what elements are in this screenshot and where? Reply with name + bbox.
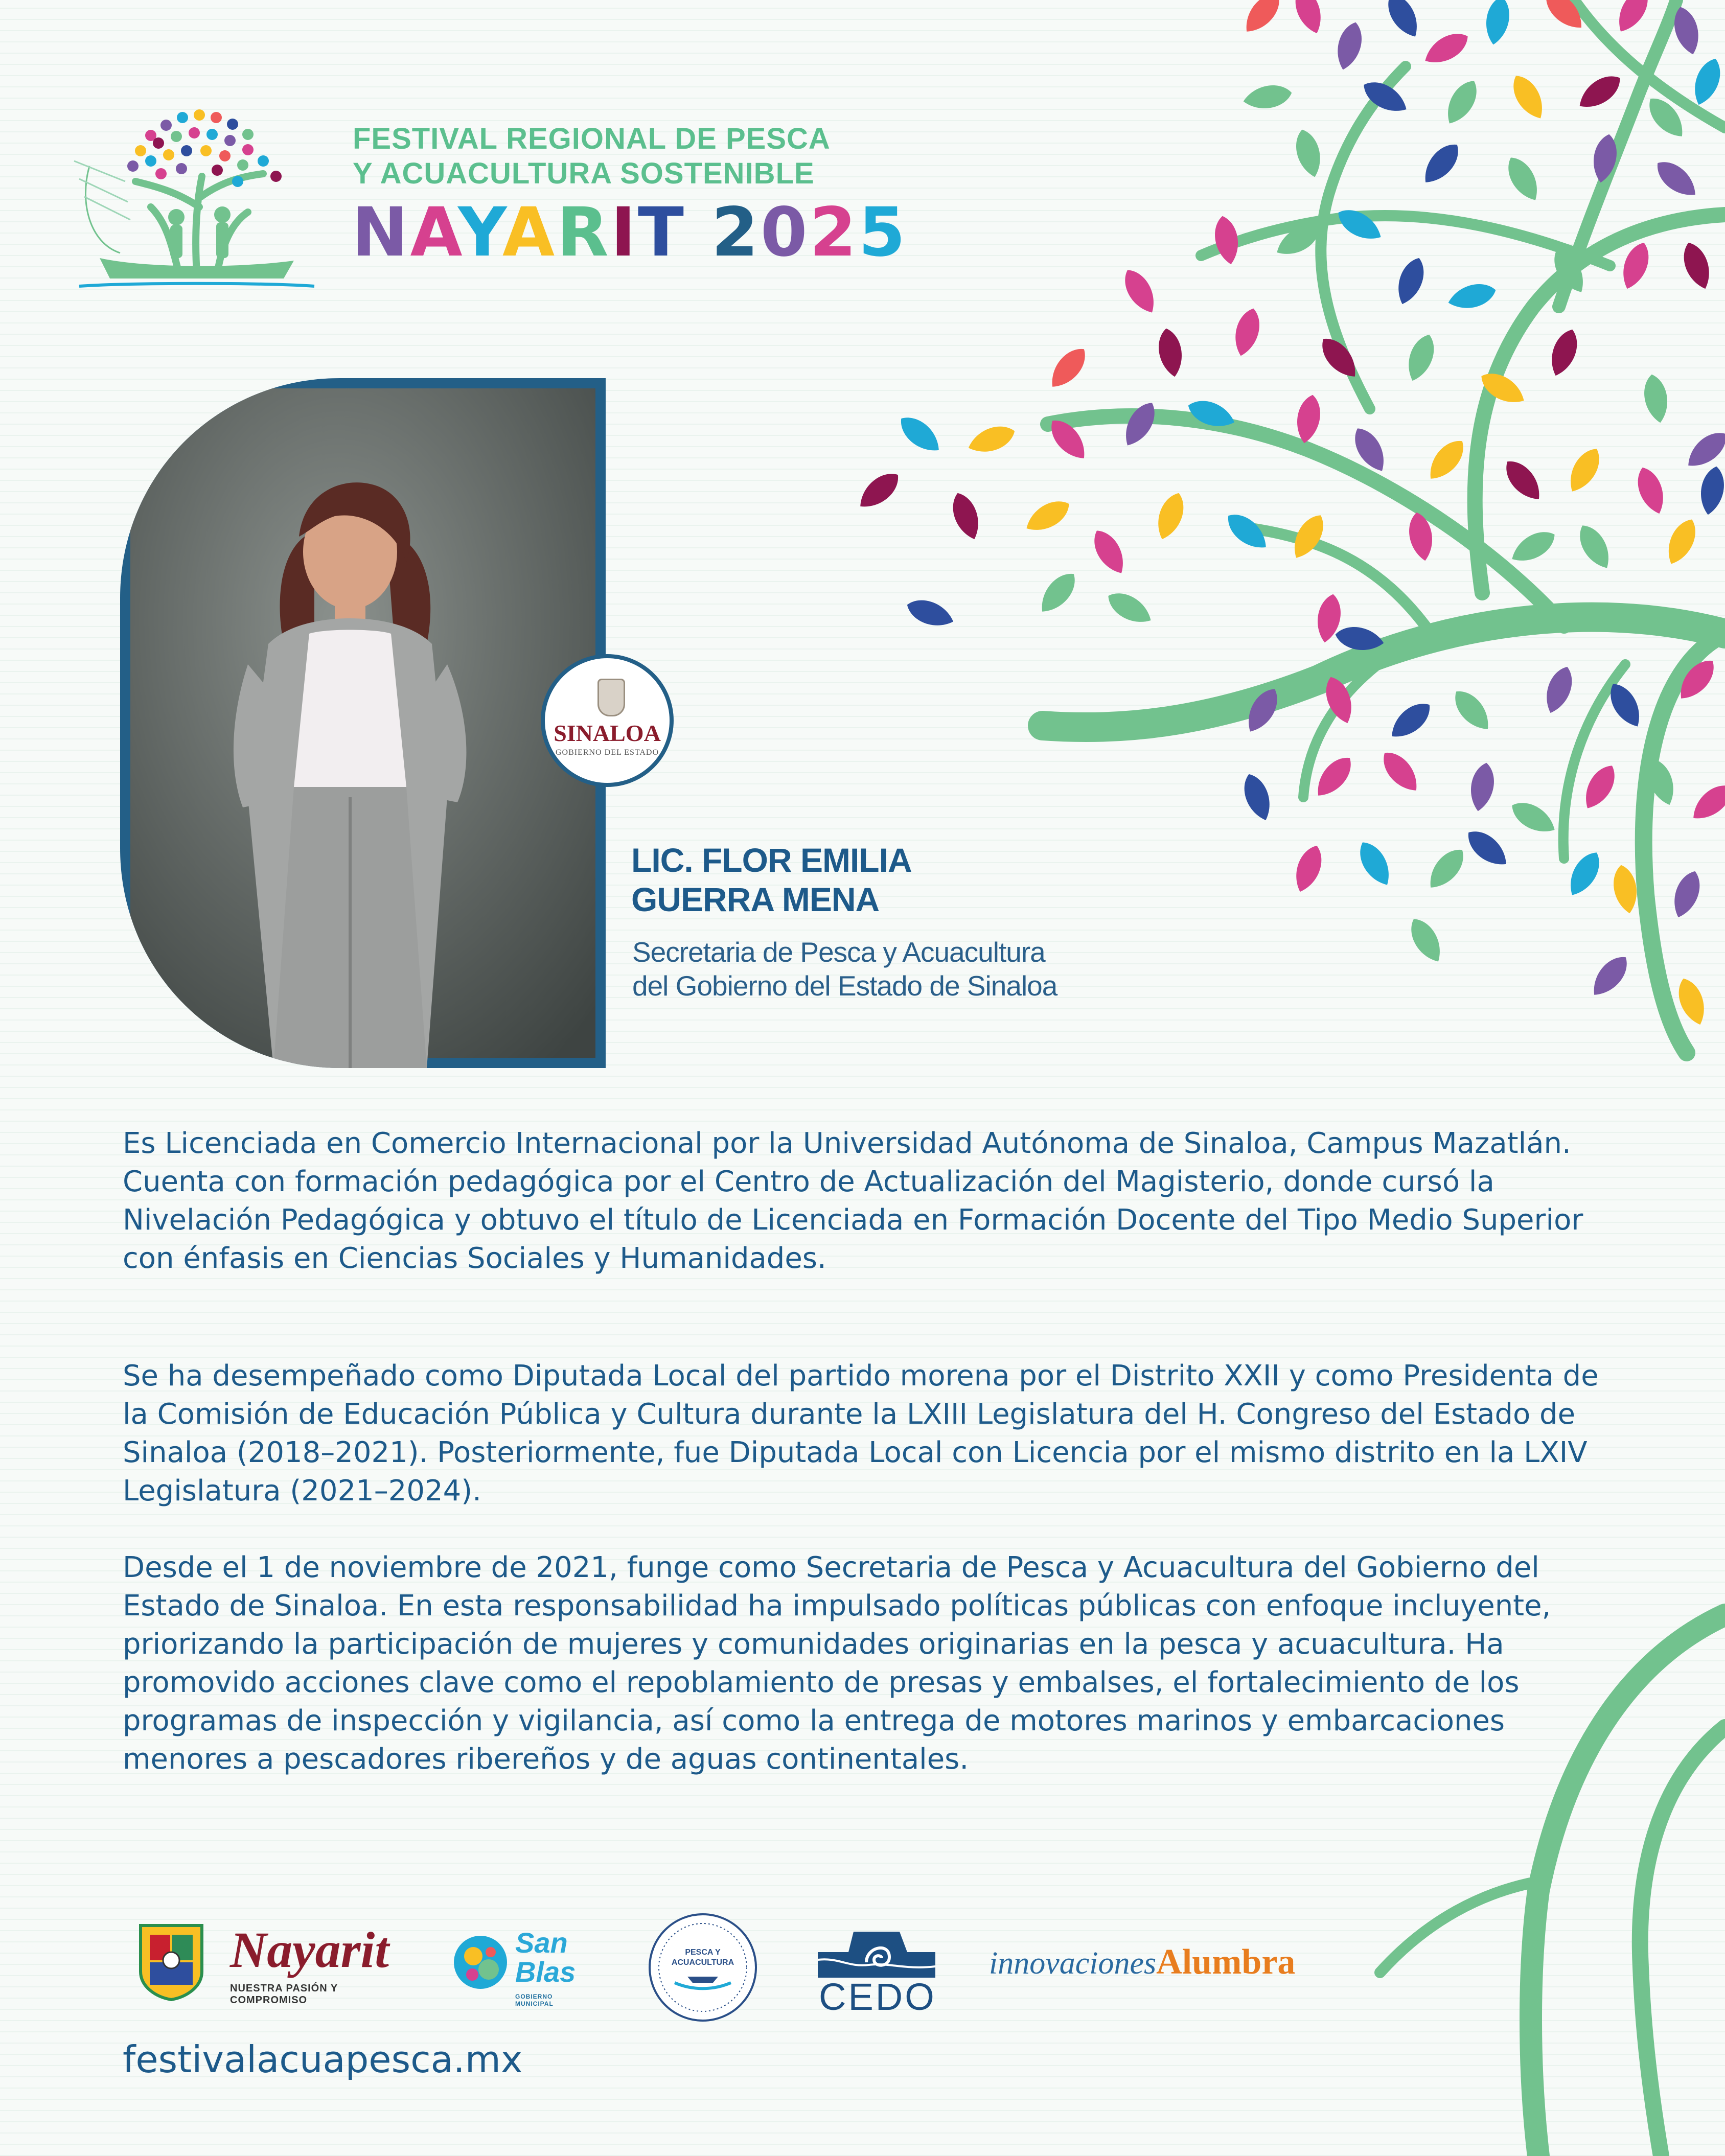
sanblas-line1: San xyxy=(515,1927,568,1959)
sinaloa-coat-of-arms-icon xyxy=(597,679,625,716)
pesca-seal-line1: PESCA Y xyxy=(685,1948,721,1957)
innovaciones-text: innovaciones xyxy=(989,1946,1157,1981)
festival-title-line2: Y ACUACULTURA SOSTENIBLE xyxy=(353,157,815,190)
sinaloa-badge-subtitle: GOBIERNO DEL ESTADO xyxy=(556,748,659,757)
event-name xyxy=(352,193,908,272)
sanblas-emblem-icon xyxy=(450,1932,511,1993)
alumbra-text: Alumbra xyxy=(1156,1942,1296,1982)
nayarit-government-logo xyxy=(130,1911,396,2034)
speaker-name-line1: LIC. FLOR EMILIA xyxy=(631,841,912,879)
bio-paragraph-2: Se ha desempeñado como Diputada Local del partido morena por el Distrito XXII y como Presidenta de la Comisión de Educación Pública y Cultura durante la LXIII Legislatura del H. Congreso del Estado de Sinaloa (2018–2021). Posteriormente, fue Diputada Local con Licencia por el mismo distrito en la LXIV Legislatura (2021–2024). xyxy=(123,1359,1599,1508)
decorative-tree xyxy=(818,0,1725,2156)
speaker-photo-frame xyxy=(120,378,606,1068)
speaker-role-line2: del Gobierno del Estado de Sinaloa xyxy=(632,970,1057,1002)
cedo-logo xyxy=(818,1911,940,2034)
sanblas-logo xyxy=(450,1911,588,2034)
cedo-logo-text: CEDO xyxy=(819,1976,936,2018)
innovaciones-alumbra-logo xyxy=(989,1911,1337,2034)
website-url: festivalacuapesca.mx xyxy=(123,2038,523,2081)
cedo-shell-icon xyxy=(818,1921,935,1978)
bio-paragraph-3: Desde el 1 de noviembre de 2021, funge como Secretaria de Pesca y Acuacultura del Gobierno del Estado de Sinaloa. En esta responsabilidad ha impulsado políticas públicas con enfoque incluyente, priorizando la participación de mujeres y comunidades originarias en la pesca y acuacultura. Ha promovido acciones clave como el repoblamiento de presas y embalses, el fortalecimiento de los programas de inspección y vigilancia, así como la entrega de motores marinos y embarcaciones menores a pescadores ribereños y de aguas continentales. xyxy=(123,1551,1551,1776)
festival-title-line1: FESTIVAL REGIONAL DE PESCA xyxy=(353,122,831,155)
sinaloa-badge-name: SINALOA xyxy=(554,720,661,746)
speaker-name-line2: GUERRA MENA xyxy=(631,880,880,918)
tree-branches xyxy=(1043,0,1725,2156)
speaker-role-line1: Secretaria de Pesca y Acuacultura xyxy=(632,936,1045,968)
pesca-seal-line2: ACUACULTURA xyxy=(671,1958,734,1967)
speaker-photo xyxy=(130,388,595,1068)
pesca-acuacultura-seal xyxy=(647,1911,759,2034)
nayarit-logo-tagline: NUESTRA PASIÓN Y COMPROMISO xyxy=(230,1983,338,2006)
bio-paragraph-1: Es Licenciada en Comercio Internacional por la Universidad Autónoma de Sinaloa, Campus Mazatlán. Cuenta con formación pedagógica por el Centro de Actualización del Magisterio, donde cursó la Nivelación Pedagógica y obtuvo el título de Licenciada en Formación Docente del Tipo Medio Superior con énfasis en Ciencias Sociales y Humanidades. xyxy=(123,1127,1583,1275)
festival-logo xyxy=(69,89,325,294)
nayarit-shield-icon xyxy=(130,1920,212,2002)
sanblas-line2: Blas xyxy=(515,1956,576,1988)
event-name-text: NAYARIT 2025 xyxy=(352,193,908,272)
nayarit-logo-name: Nayarit xyxy=(230,1921,389,1978)
sinaloa-badge xyxy=(541,654,674,787)
tree-leaves xyxy=(853,0,1725,1029)
pesca-seal-icon xyxy=(647,1911,759,2024)
sanblas-subtitle: GOBIERNO MUNICIPAL xyxy=(515,1993,554,2007)
